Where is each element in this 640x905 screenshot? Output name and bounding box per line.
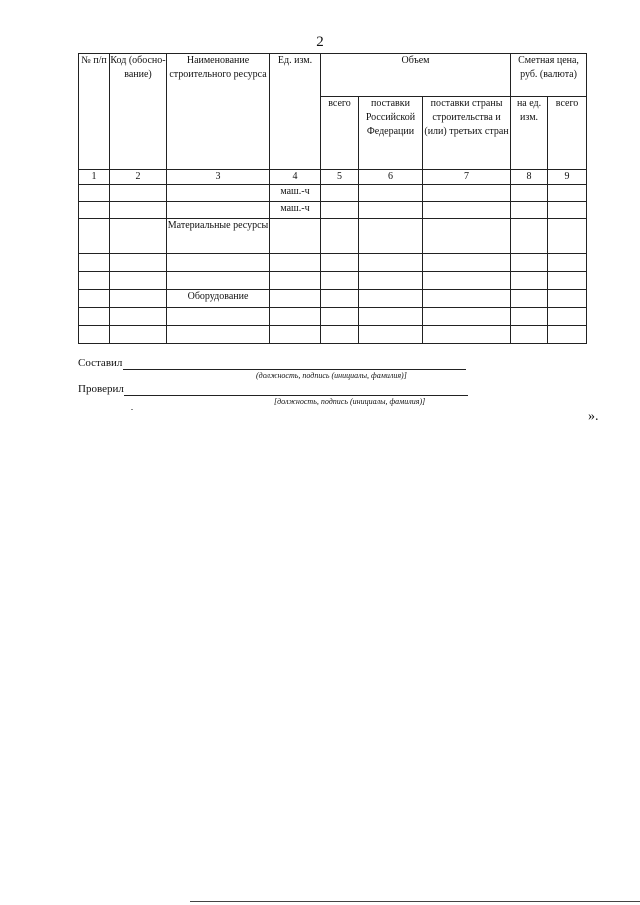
table-row bbox=[79, 219, 587, 254]
checked-hint: [должность, подпись (инициалы, фамилия)] bbox=[274, 397, 426, 406]
column-number: 6 bbox=[359, 170, 423, 185]
column-number: 5 bbox=[321, 170, 359, 185]
header-cost-unit: на ед. изм. bbox=[511, 97, 548, 170]
header-name: Наименование строительного ресурса bbox=[167, 54, 270, 170]
header-cost-total: всего bbox=[548, 97, 587, 170]
table-row bbox=[79, 202, 587, 219]
scan-edge-line bbox=[190, 901, 640, 902]
header-volume-rf: поставки Российской Федерации bbox=[359, 97, 423, 170]
cell-name bbox=[167, 254, 270, 272]
cell-unit bbox=[270, 254, 321, 272]
cell-name bbox=[167, 326, 270, 344]
compiled-signature-line bbox=[123, 369, 466, 370]
column-number: 3 bbox=[167, 170, 270, 185]
table-row bbox=[79, 326, 587, 344]
header-volume-total: всего bbox=[321, 97, 359, 170]
resource-table bbox=[78, 53, 587, 344]
compiled-hint: (должность, подпись (инициалы, фамилия)] bbox=[256, 371, 407, 380]
cell-unit bbox=[270, 272, 321, 290]
column-number: 7 bbox=[423, 170, 511, 185]
table-row bbox=[79, 272, 587, 290]
header-volume: Объем bbox=[321, 54, 511, 97]
cell-name: Материальные ресурсы bbox=[167, 219, 270, 254]
cell-unit: маш.-ч bbox=[270, 202, 321, 219]
closing-quote: ». bbox=[588, 409, 599, 424]
cell-name bbox=[167, 185, 270, 202]
cell-unit bbox=[270, 219, 321, 254]
header-num: № п/п bbox=[79, 54, 110, 170]
checked-label: Проверил bbox=[78, 383, 124, 395]
column-number: 2 bbox=[110, 170, 167, 185]
cell-unit bbox=[270, 290, 321, 308]
header-volume-third: поставки страны строительства и (или) третьих стран bbox=[423, 97, 511, 170]
cell-name bbox=[167, 272, 270, 290]
cell-name bbox=[167, 308, 270, 326]
table-row bbox=[79, 254, 587, 272]
table-row bbox=[79, 308, 587, 326]
header-code: Код (обосно-вание) bbox=[110, 54, 167, 170]
table-row bbox=[79, 290, 587, 308]
page-number: 2 bbox=[316, 34, 324, 50]
column-number: 1 bbox=[79, 170, 110, 185]
table-row bbox=[79, 185, 587, 202]
scan-speck bbox=[131, 409, 133, 410]
header-unit: Ед. изм. bbox=[270, 54, 321, 170]
cell-unit bbox=[270, 308, 321, 326]
cell-name bbox=[167, 202, 270, 219]
compiled-label: Составил bbox=[78, 357, 123, 369]
column-number: 4 bbox=[270, 170, 321, 185]
column-number: 8 bbox=[511, 170, 548, 185]
cell-unit: маш.-ч bbox=[270, 185, 321, 202]
header-cost: Сметная цена, руб. (валюта) bbox=[511, 54, 587, 97]
column-number-row bbox=[79, 170, 587, 185]
column-number: 9 bbox=[548, 170, 587, 185]
cell-unit bbox=[270, 326, 321, 344]
checked-signature-line bbox=[124, 395, 468, 396]
cell-name: Оборудование bbox=[167, 290, 270, 308]
